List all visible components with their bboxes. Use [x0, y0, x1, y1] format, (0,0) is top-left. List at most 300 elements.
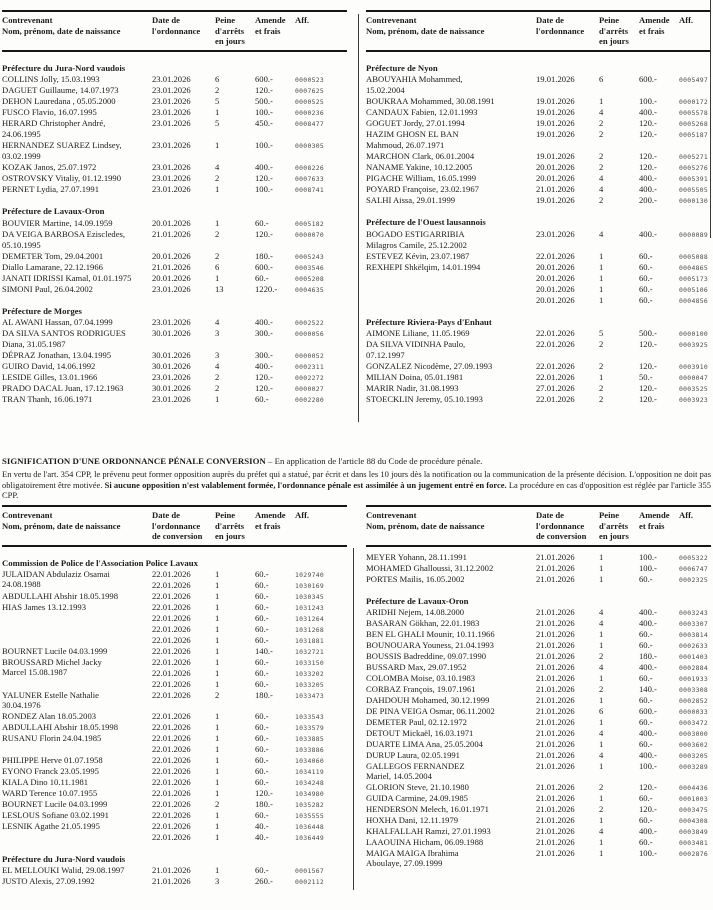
table-row [366, 717, 711, 728]
peine-cell: 5 [215, 96, 220, 107]
aff-number: 0002884 [679, 663, 709, 672]
column-header-date-line: de conversion [152, 531, 203, 542]
peine-cell: 2 [215, 372, 220, 383]
table-row [2, 118, 347, 140]
peine-cell: 1 [599, 573, 604, 584]
contrevenant-name [366, 195, 536, 206]
contrevenant-name [366, 328, 536, 339]
table-row [366, 607, 711, 618]
aff-number: 0001933 [679, 674, 709, 683]
contrevenant-name [366, 695, 536, 706]
section-title: Préfecture de Lavaux-Oron [2, 206, 105, 217]
entry-row [536, 162, 711, 173]
table-row [2, 361, 347, 372]
contrevenant-name [2, 317, 152, 328]
contrevenant-name [2, 107, 152, 118]
column-header-contrevenant-line: Contrevenant [366, 15, 417, 25]
aff-number: 0005182 [295, 219, 325, 228]
entry-rows [536, 328, 711, 339]
table-row [366, 815, 711, 826]
contrevenant-name-line: Diallo Lamarane, 22.12.1966 [2, 261, 103, 272]
contrevenant-name [2, 722, 152, 733]
entry-row [536, 684, 711, 695]
column-header-contrevenant-line: Contrevenant [366, 510, 417, 520]
entry-rows [152, 284, 347, 295]
entry-row [152, 229, 347, 240]
contrevenant-name-line: OSTROVSKY Vitaliy, 01.12.1990 [2, 173, 122, 184]
contrevenant-name-line: DUARTE LIMA Ana, 25.05.2004 [366, 738, 483, 749]
column-header-amende-line: et frais [639, 520, 665, 531]
entry-row [152, 262, 347, 273]
page-edge-rule [710, 0, 711, 238]
aff-number: 0004856 [679, 296, 709, 305]
date-cell: 22.01.2026 [152, 754, 191, 765]
column-header-contrevenant-line: Contrevenant [2, 15, 53, 25]
column-header-date-line: Date de [536, 15, 564, 25]
entry-row [536, 552, 711, 563]
contrevenant-name [2, 821, 152, 832]
peine-cell: 1 [215, 579, 220, 590]
aff-number: 0004308 [679, 816, 709, 825]
contrevenant-name-line: BOUVIER Martine, 14.09.1959 [2, 217, 113, 228]
aff-number: 0000052 [295, 352, 325, 361]
aff-number: 0002272 [295, 374, 325, 383]
date-cell: 30.01.2026 [152, 350, 191, 361]
aff-number: 0003849 [679, 827, 709, 836]
aff-number: 0005497 [679, 76, 709, 85]
entry-rows [536, 251, 711, 262]
column-header-contrevenant-line: Nom, prénom, date de naissance [2, 25, 121, 36]
aff-number: 1033205 [295, 680, 325, 689]
aff-number: 0005208 [295, 274, 325, 283]
entry-row [536, 761, 711, 772]
column-divider-bottom [353, 548, 354, 890]
contrevenant-name [2, 74, 152, 85]
table-row [2, 657, 347, 690]
amende-cell: 60.- [639, 836, 653, 847]
peine-cell: 1 [215, 776, 220, 787]
table-row [2, 711, 347, 722]
entry-rows [536, 361, 711, 372]
peine-cell: 2 [215, 228, 220, 239]
peine-cell: 1 [215, 656, 220, 667]
entry-row [152, 657, 347, 668]
entry-rows [152, 810, 347, 821]
date-cell: 21.01.2026 [152, 875, 191, 886]
table-row [366, 662, 711, 673]
table-header [2, 10, 347, 52]
aff-number: 0005505 [679, 186, 709, 195]
table-row [366, 826, 711, 837]
aff-number: 1031243 [295, 603, 325, 612]
peine-cell: 1 [599, 294, 604, 305]
column-header-aff-line: Aff. [679, 15, 694, 25]
column-header-peine-line: d'arrêts [599, 25, 629, 36]
date-cell: 22.01.2026 [152, 820, 191, 831]
amende-cell: 120.- [255, 383, 273, 394]
table-row [366, 804, 711, 815]
table-row [2, 140, 347, 162]
peine-cell: 1 [215, 820, 220, 831]
contrevenant-name-line: MEYER Yohann, 28.11.1991 [366, 551, 467, 562]
entry-row [536, 837, 711, 848]
date-cell: 23.01.2026 [152, 372, 191, 383]
peine-cell: 4 [215, 162, 220, 173]
date-cell: 21.01.2026 [536, 749, 575, 760]
aff-number: 0000523 [295, 76, 325, 85]
amende-cell: 60.- [255, 568, 269, 579]
amende-cell: 120.- [639, 151, 657, 162]
table-row [2, 383, 347, 394]
amende-cell: 60.- [255, 272, 269, 283]
entry-rows [152, 766, 347, 777]
date-cell: 22.01.2026 [152, 710, 191, 721]
section-title: Préfecture de Nyon [366, 62, 438, 73]
table-row [2, 328, 347, 350]
amende-cell: 60.- [255, 590, 269, 601]
contrevenant-name-line: MILIAN Doina, 05.01.1981 [366, 372, 464, 383]
contrevenant-name [366, 173, 536, 184]
peine-cell: 1 [215, 721, 220, 732]
entry-rows [152, 865, 347, 876]
notice-title-line [2, 456, 711, 467]
date-cell: 22.01.2026 [152, 787, 191, 798]
table-row [2, 569, 347, 591]
entry-rows [152, 328, 347, 339]
contrevenant-name-line: BOURNET Lucile 04.03.1999 [2, 645, 108, 656]
peine-cell: 1 [215, 634, 220, 645]
table-row [366, 118, 711, 129]
date-cell: 22.01.2026 [536, 361, 575, 372]
amende-cell: 100.- [255, 184, 273, 195]
entry-row [152, 832, 347, 843]
column-header-peine-line: en jours [599, 36, 629, 47]
entry-row [152, 733, 347, 744]
aff-number: 0001403 [679, 652, 709, 661]
contrevenant-name [366, 251, 536, 262]
entry-rows [536, 618, 711, 629]
aff-number: 0008477 [295, 120, 325, 129]
table-row [366, 107, 711, 118]
entry-row [536, 328, 711, 339]
entry-rows [152, 85, 347, 96]
aff-number: 1034980 [295, 789, 325, 798]
entry-rows [536, 673, 711, 684]
entry-rows [536, 394, 711, 405]
contrevenant-name [366, 372, 536, 383]
column-header-peine-line: d'arrêts [215, 520, 245, 531]
entry-row [536, 662, 711, 673]
entry-rows [152, 74, 347, 85]
amende-cell: 60.- [255, 864, 269, 875]
date-cell: 21.01.2026 [152, 228, 191, 239]
contrevenant-name [366, 706, 536, 717]
amende-cell: 60.- [255, 776, 269, 787]
entry-row [152, 777, 347, 788]
amende-cell: 180.- [255, 689, 273, 700]
amende-cell: 50.- [639, 372, 653, 383]
entry-row [152, 788, 347, 799]
entry-row [152, 218, 347, 229]
date-cell: 21.01.2026 [536, 184, 575, 195]
aff-number: 0005322 [679, 553, 709, 562]
entry-rows [536, 651, 711, 662]
amende-cell: 120.- [639, 361, 657, 372]
peine-cell: 1 [215, 645, 220, 656]
date-cell: 22.01.2026 [152, 623, 191, 634]
entry-row [152, 744, 347, 755]
peine-cell: 1 [599, 551, 604, 562]
contrevenant-name-line: BOGADO ESTIGARRIBIA [366, 228, 465, 239]
date-cell: 21.01.2026 [536, 781, 575, 792]
column-header-peine [215, 15, 255, 47]
peine-cell: 4 [599, 228, 604, 239]
peine-cell: 2 [599, 650, 604, 661]
peine-cell: 4 [215, 361, 220, 372]
peine-cell: 1 [599, 738, 604, 749]
contrevenant-name-line: PERNET Lydia, 27.07.1991 [2, 184, 99, 195]
entry-row [152, 173, 347, 184]
date-cell: 22.01.2026 [536, 394, 575, 405]
table-row [2, 646, 347, 657]
entry-rows [536, 706, 711, 717]
column-header-amende [639, 15, 679, 47]
contrevenant-name [366, 815, 536, 826]
peine-cell: 3 [215, 328, 220, 339]
contrevenant-name-line: RONDEZ Alan 18.05.2003 [2, 710, 97, 721]
prefecture-section [2, 206, 347, 295]
amende-cell: 180.- [255, 798, 273, 809]
contrevenant-name-line: HAZIM GHOSN EL BAN [366, 129, 459, 140]
aff-number: 0000100 [679, 330, 709, 339]
aff-number: 0000056 [295, 330, 325, 339]
table-row [2, 74, 347, 85]
column-header-date [152, 15, 215, 47]
contrevenant-name-line: 15.02.2004 [366, 85, 405, 96]
amende-cell: 60.- [255, 754, 269, 765]
amende-cell: 60.- [255, 579, 269, 590]
date-cell: 19.01.2026 [536, 96, 575, 107]
amende-cell: 600.- [639, 74, 657, 85]
contrevenant-name-line: JUSTO Alexis, 27.09.1992 [2, 875, 95, 886]
entry-row [536, 262, 711, 273]
peine-cell: 1 [599, 814, 604, 825]
peine-cell: 1 [215, 107, 220, 118]
amende-cell: 100.- [255, 140, 273, 151]
date-cell: 22.01.2026 [152, 831, 191, 842]
contrevenant-name [366, 728, 536, 739]
contrevenant-name [2, 162, 152, 173]
contrevenant-name-line: SIMONI Paul, 26.04.2002 [2, 283, 93, 294]
entry-row [152, 690, 347, 701]
column-header-contrevenant-line: Nom, prénom, date de naissance [366, 25, 485, 36]
date-cell: 23.01.2026 [152, 96, 191, 107]
table-row [2, 350, 347, 361]
peine-cell: 1 [599, 672, 604, 683]
aff-number: 0005268 [679, 120, 709, 129]
peine-cell: 1 [215, 732, 220, 743]
contrevenant-name [366, 629, 536, 640]
peine-cell: 4 [599, 606, 604, 617]
column-header-contrevenant [366, 15, 536, 47]
table-row [2, 799, 347, 810]
contrevenant-name [2, 646, 152, 657]
entry-rows [152, 788, 347, 799]
date-cell: 20.01.2026 [536, 261, 575, 272]
table-row [366, 706, 711, 717]
column-header-peine-line: en jours [215, 531, 245, 542]
peine-cell: 2 [599, 383, 604, 394]
entry-row [536, 383, 711, 394]
peine-cell: 2 [215, 173, 220, 184]
date-cell: 21.01.2026 [536, 606, 575, 617]
column-header-contrevenant-line: Contrevenant [2, 510, 53, 520]
contrevenant-name [366, 118, 536, 129]
amende-cell: 400.- [639, 617, 657, 628]
contrevenant-name-line: ABOUYAHIA Mohammed, [366, 74, 463, 85]
date-cell: 21.01.2026 [536, 803, 575, 814]
amende-cell: 60.- [255, 710, 269, 721]
peine-cell: 1 [599, 272, 604, 283]
contrevenant-name-line: BROUSSARD Michel Jacky [2, 656, 102, 667]
date-cell: 22.01.2026 [152, 689, 191, 700]
peine-cell: 2 [599, 195, 604, 206]
entry-row [152, 251, 347, 262]
date-cell: 22.01.2026 [152, 645, 191, 656]
contrevenant-name-line: BOUNOUARA Youness, 21.04.1993 [366, 639, 494, 650]
amende-cell: 120.- [639, 162, 657, 173]
entry-row [536, 295, 711, 306]
contrevenant-name [2, 284, 152, 295]
aff-number: 0005578 [679, 109, 709, 118]
entry-row [152, 394, 347, 405]
date-cell: 20.01.2026 [152, 250, 191, 261]
peine-cell: 2 [599, 162, 604, 173]
amende-cell: 60.- [255, 601, 269, 612]
date-cell: 21.01.2026 [536, 551, 575, 562]
entry-row [536, 361, 711, 372]
aff-number: 1034119 [295, 767, 325, 776]
table-row [366, 782, 711, 793]
entry-rows [536, 793, 711, 804]
peine-cell: 1 [215, 623, 220, 634]
amende-cell: 260.- [255, 875, 273, 886]
amende-cell: 60.- [255, 667, 269, 678]
column-header-aff [679, 510, 711, 542]
entry-row [152, 591, 347, 602]
contrevenant-name-line: NANAME Yakine, 10.12.2005 [366, 162, 473, 173]
entry-rows [152, 383, 347, 394]
amende-cell: 60.- [255, 623, 269, 634]
entry-rows [152, 361, 347, 372]
date-cell: 21.01.2026 [536, 825, 575, 836]
contrevenant-name-line: BEN EL GHALI Mounir, 10.11.1966 [366, 628, 495, 639]
contrevenant-name [366, 107, 536, 118]
peine-cell: 1 [599, 760, 604, 771]
column-header-peine-line: en jours [599, 531, 629, 542]
date-cell: 23.01.2026 [152, 184, 191, 195]
amende-cell: 100.- [639, 760, 657, 771]
contrevenant-name [2, 118, 152, 140]
contrevenant-name [2, 273, 152, 284]
amende-cell: 600.- [255, 261, 273, 272]
amende-cell: 400.- [639, 228, 657, 239]
amende-cell: 60.- [639, 261, 653, 272]
contrevenant-name-line: BASARAN Gökhan, 22.01.1983 [366, 617, 480, 628]
amende-cell: 120.- [255, 372, 273, 383]
peine-cell: 4 [599, 173, 604, 184]
entry-rows [536, 262, 711, 306]
entry-row [536, 640, 711, 651]
column-header-date [536, 510, 599, 542]
entry-row [152, 668, 347, 679]
aff-number: 0002522 [295, 319, 325, 328]
amende-cell: 60.- [255, 809, 269, 820]
column-header-amende-line: Amende [255, 510, 286, 520]
column-header-contrevenant [366, 510, 536, 542]
entry-rows [152, 569, 347, 591]
peine-cell: 1 [215, 568, 220, 579]
entry-row [536, 184, 711, 195]
aff-number: 0005187 [679, 131, 709, 140]
column-header-amende-line: Amende [639, 510, 670, 520]
table-row [2, 788, 347, 799]
entry-rows [152, 96, 347, 107]
entry-row [536, 782, 711, 793]
amende-cell: 60.- [255, 765, 269, 776]
entry-rows [536, 118, 711, 129]
contrevenant-name [366, 394, 536, 405]
date-cell: 22.01.2026 [152, 590, 191, 601]
date-cell: 22.01.2026 [152, 743, 191, 754]
aff-number: 0000089 [679, 230, 709, 239]
amende-cell: 60.- [639, 250, 653, 261]
date-cell: 21.01.2026 [536, 672, 575, 683]
aff-number: 0003525 [679, 385, 709, 394]
peine-cell: 6 [599, 705, 604, 716]
contrevenant-name [2, 350, 152, 361]
column-header-date-line: l'ordonnance [536, 25, 585, 36]
date-cell: 21.01.2026 [536, 573, 575, 584]
contrevenant-name-line: PIGACHE William, 16.05.1999 [366, 173, 477, 184]
legal-notice [2, 456, 711, 501]
table-row [366, 383, 711, 394]
entry-rows [536, 815, 711, 826]
contrevenant-name [366, 151, 536, 162]
amende-cell: 40.- [255, 820, 269, 831]
contrevenant-name-line: DAHDOUH Mohamed, 30.12.1999 [366, 694, 490, 705]
aff-number: 0001567 [295, 866, 325, 875]
section-title: Préfecture de Morges [2, 305, 82, 316]
entry-row [152, 107, 347, 118]
aff-number: 0002633 [679, 641, 709, 650]
date-cell: 22.01.2026 [536, 372, 575, 383]
entry-row [536, 728, 711, 739]
entry-rows [536, 607, 711, 618]
amende-cell: 120.- [639, 803, 657, 814]
contrevenant-name [2, 810, 152, 821]
entry-rows [536, 782, 711, 793]
entry-row [536, 129, 711, 140]
contrevenant-name-line: JULAIDAN Abdulaziz Osamai [2, 568, 110, 579]
table-row [366, 695, 711, 706]
amende-cell: 500.- [639, 328, 657, 339]
aff-number: 0005243 [295, 252, 325, 261]
contrevenant-name-line: EYONO Franck 23.05.1995 [2, 765, 99, 776]
contrevenant-name-line: LAAOUINA Hicham, 06.09.1988 [366, 836, 484, 847]
column-header-peine-line: Peine [599, 510, 620, 520]
contrevenant-name [366, 651, 536, 662]
